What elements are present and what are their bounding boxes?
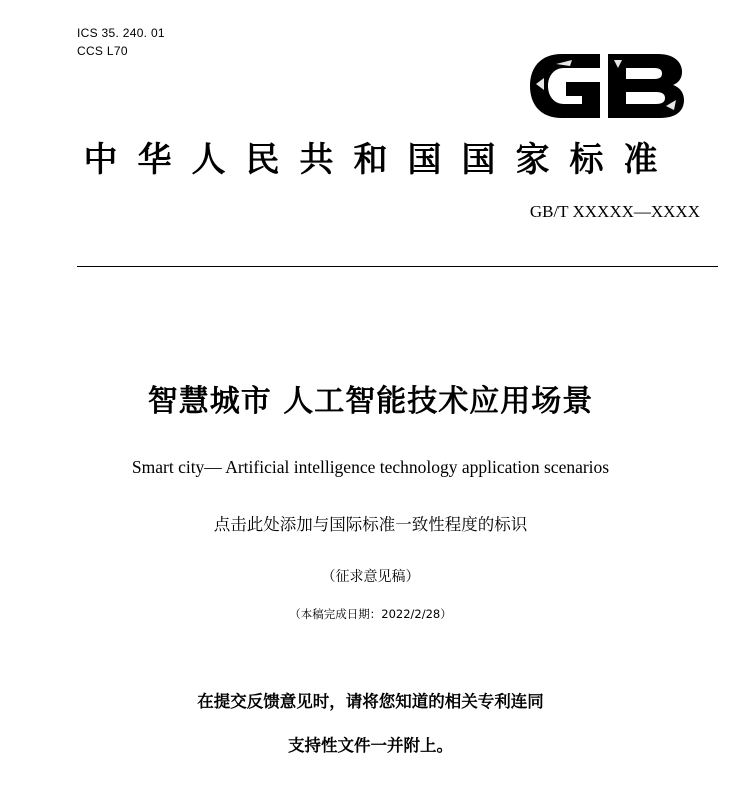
standard-type-title: 中华人民共和国国家标准: [83, 140, 678, 180]
ccs-code: CCS L70: [77, 44, 128, 58]
patent-notice-line2: 支持性文件一并附上。: [288, 736, 453, 755]
patent-notice-line1: 在提交反馈意见时，请将您知道的相关专利连同: [197, 692, 544, 711]
header-divider: [77, 266, 718, 267]
classification-block: [77, 24, 165, 60]
conformity-placeholder[interactable]: 点击此处添加与国际标准一致性程度的标识: [213, 515, 528, 534]
document-title-en: Smart city— Artificial intelligence technology application scenarios: [131, 457, 610, 477]
completion-date: （本稿完成日期：2022/2/28）: [289, 607, 452, 621]
draft-status: （征求意见稿）: [321, 569, 420, 585]
standard-code: GB/T XXXXX—XXXX: [529, 202, 700, 221]
ics-code: ICS 35. 240. 01: [77, 26, 165, 40]
gb-logo: [526, 44, 686, 128]
document-title-cn: 智慧城市 人工智能技术应用场景: [147, 384, 594, 419]
